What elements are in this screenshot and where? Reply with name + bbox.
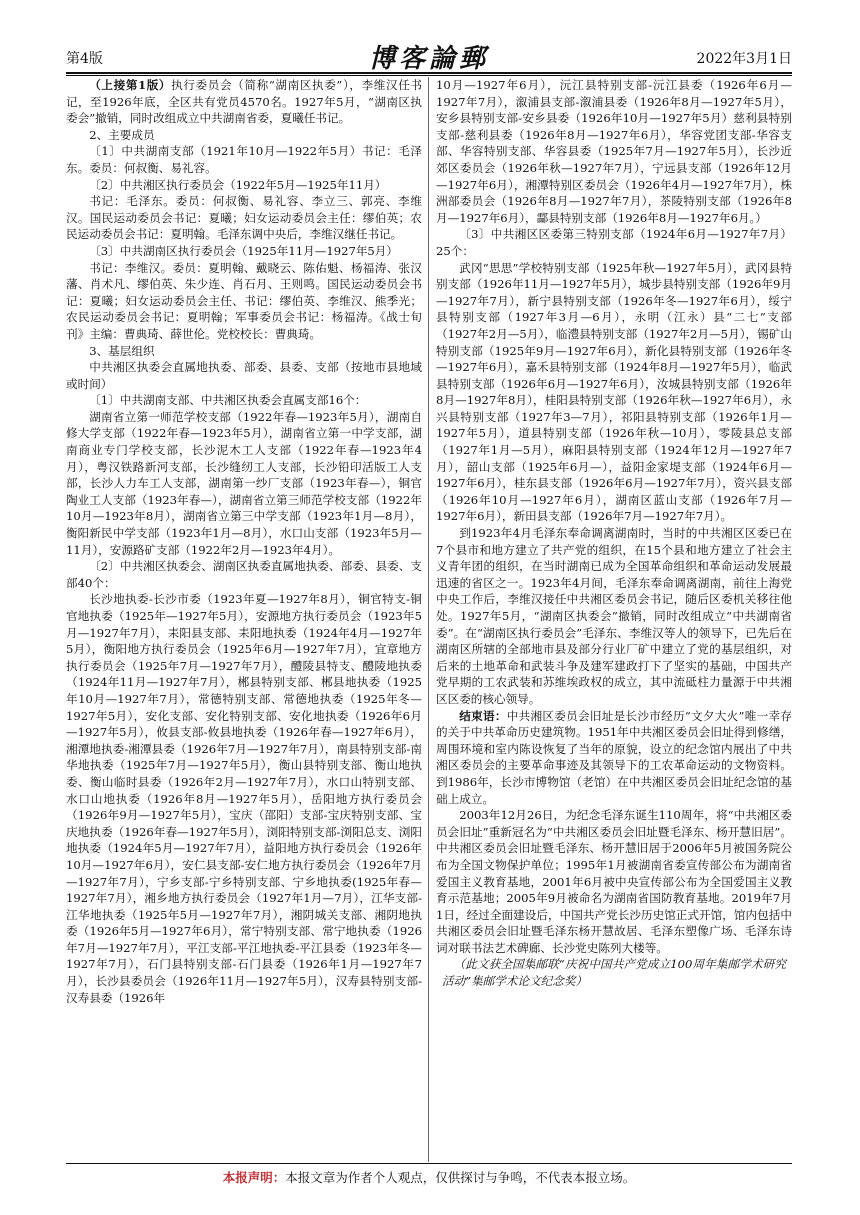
left-paragraph [66,177,422,194]
paragraph-text: 〔2〕中共湘区执行委员会（1922年5月—1925年11月） [89,177,387,192]
paragraph-text: 中共湘区委员会旧址是长沙市经历“文夕大火”唯一幸存的关于中共革命历史建筑物。1951年中共湘区委员会旧址得到修缮，周围环境和室内陈设恢复了当年的原貌，设立的纪念馆内展出了中共湘区委员会的主要革命事迹及其领导下的工农革命运动的文物资料。到1986年，长沙市博物馆（老馆）在中共湘区委员会旧址纪念馆的基础上成立。 [436,708,792,806]
paragraph-text: 书记：李维汉。委员：夏明翰、戴晓云、陈佑魁、杨福涛、张汉藩、肖术凡、缪伯英、朱少连、肖石月、王则鸣。国民运动委员会书记：夏曦；妇女运动委员会主任、书记：缪伯英、李维汉、熊季光；农民运动委员会书记：夏明翰；军事委员会书记：杨福涛。《战士旬刊》主编：曹典琦、薛世伦。党校校长：曹典琦。 [66,260,422,341]
paragraph-text: 到1923年4月毛泽东奉命调离湖南时，当时的中共湘区区委已在7个县市和地方建立了共产党的组织，在15个县和地方建立了社会主义青年团的组织，在当时湖南已成为全国革命组织和革命运动发展最迅速的省区之一。1923年4月间，毛泽东奉命调离湖南，前往上海党中央工作后，李维汉接任中共湘区委员会书记，随后区委机关移往他处。1927年5月，“湖南区执委会”撤销，同时改组成立“中共湖南省委”。在“湖南区执行委员会”毛泽东、李维汉等人的领导下，已先后在湖南区所辖的全部地市县及部分行业厂矿中建立了党的基层组织，对后来的土地革命和武装斗争及建军建政打下了坚实的基础，中国共产党早期的工农武装和苏维埃政权的成立，其中流砥柱力量源于中共湘区区委的核心领导。 [436,526,792,706]
left-paragraph [66,591,422,1006]
paragraph-text: 〔3〕中共湖南区执行委员会（1925年11月—1927年5月） [89,243,398,258]
disclaimer-label: 本报声明： [222,1170,286,1185]
footer-rule [66,1163,792,1164]
paragraph-text: 执行委员会（简称“湖南区执委”），李维汉任书记，至1926年底，全区共有党员4570名。1927年5月，“湖南区执委会”撤销，同时改组成立中共湖南省委，夏曦任书记。 [66,78,422,126]
right-paragraph [436,708,792,808]
paragraph-text: （此文获全国集邮联“庆祝中国共产党成立100周年集邮学术研究活动”集邮学术论文纪念奖） [442,957,786,989]
paragraph-text: 3、基层组织 [89,343,155,358]
disclaimer-text: 本报文章为作者个人观点，仅供探讨与争鸣，不代表本报立场。 [285,1170,636,1185]
paragraph-text: 〔3〕中共湘区区委第三特别支部（1924年6月—1927年7月）25个： [436,227,792,258]
column-divider [428,77,429,1162]
left-paragraph [66,127,422,144]
left-paragraph [66,558,422,591]
paragraph-text: 2003年12月26日，为纪念毛泽东诞生110周年，将“中共湘区委员会旧址”重新冠名为“中共湘区委员会旧址暨毛泽东、杨开慧旧居”。中共湘区委员会旧址暨毛泽东、杨开慧旧居于2006年5月被国务院公布为全国文物保护单位；1995年1月被湖南省委宣传部公布为湖南省爱国主义教育基地，2001年6月被中央宣传部公布为全国爱国主义教育示范基地；2005年9月被命名为湖南省国防教育基地。2019年7月1日，经过全面建设后，中国共产党长沙历史馆正式开馆，馆内包括中共湘区委员会旧址暨毛泽东杨开慧故居、毛泽东塑像广场、毛泽东诗词对联书法艺术碑廊、长沙党史陈列大楼等。 [436,808,792,955]
issue-date: 2022年3月1日 [696,51,792,67]
left-paragraph [66,77,422,127]
right-paragraph [436,956,792,989]
left-column [66,77,422,1162]
left-paragraph [66,243,422,260]
left-paragraph [66,143,422,176]
paragraph-text: 〔1〕中共湖南支部（1921年10月—1922年5月）书记：毛泽东。委员：何叔衡、易礼容。 [66,144,422,175]
paragraph-text: 武冈“思思”学校特别支部（1925年秋—1927年5月），武冈县特别支部（1926年11月—1927年5月），城步县特别支部（1926年9月—1927年7月），新宁县特别支部（1926年冬—1927年6月），绥宁县特别支部（1927年3月—6月），永明（江永）县“二七”支部（1927年2月—5月），临澧县特别支部（1927年2月—5月），锡矿山特别支部（1925年9月—1927年6月），新化县特别支部（1926年冬—1927年6月），嘉禾县特别支部（1924年8月—1927年5月），临武县特别支部（1926年6月—1927年6月），汝城县特别支部（1926年8月—1927年8月），桂阳县特别支部（1926年秋—1927年6月），永兴县特别支部（1927年3—7月），祁阳县特别支部（1926年1月—1927年5月），道县特别支部（1926年秋—10月），零陵县总支部（1927年1月—5月），麻阳县特别支部（1924年12月—1927年7月），韶山支部（1925年6月—），益阳金家堤支部（1924年6月—1927年6月），桂东县支部（1926年6月—1927年7月），资兴县支部（1926年10月—1927年6月），湖南区蓝山支部（1926年7月—1927年6月），新田县支部（1926年7月—1927年7月）。 [436,260,792,524]
masthead-title: 博客論郵 [368,44,489,74]
left-paragraph [66,409,422,558]
page-header [66,38,792,72]
left-paragraph [66,343,422,360]
paragraph-text: 10月—1927年6月），沅江县特别支部-沅江县委（1926年6月—1927年7月），溆浦县支部-溆浦县委（1926年8月—1927年5月），安乡县特别支部-安乡县委（1926年10月—1927年5月）慈利县特别支部-慈利县委（1926年8月—1927年6月），华容党团支部-华容支部、华容特别支部、华容县委（1925年7月—1927年5月），长沙近郊区委员会（1926年秋—1927年7月），宁远县支部（1926年12月—1927年6月），湘潭特别区委员会（1926年4月—1927年7月），株洲部委员会（1926年8月—1927年7月），茶陵特别支部（1926年8月—1927年6月），酃县特别支部（1926年8月—1927年6月。） [436,78,792,225]
paragraph-text: 湖南省立第一师范学校支部（1922年春—1923年5月），湖南自修大学支部（1922年春—1923年5月），湖南省立第一中学支部，湖南商业专门学校支部，长沙泥木工人支部（1922年春—1923年4月），粤汉铁路新河支部，长沙缝纫工人支部，长沙铅印活版工人支部，长沙人力车工人支部，湖南第一纱厂支部（1923年春—），铜官陶业工人支部（1923年春—），湖南省立第三师范学校支部（1922年10月—1923年8月），湖南省立第三中学支部（1923年1月—8月），衡阳新民中学支部（1923年1月—8月），水口山支部（1923年5月—11月），安源路矿支部（1922年2月—1923年4月）。 [66,409,422,557]
paragraph-text: 2、主要成员 [89,127,155,142]
right-column [436,77,792,1162]
paragraph-text: 〔1〕中共湖南支部、中共湘区执委会直属支部16个： [89,393,367,408]
paragraph-text: 长沙地执委-长沙市委（1923年夏—1927年8月），铜官特支-铜官地执委（1925年—1927年5月），安源地方执行委员会（1923年5月—1927年7月），耒阳县支部、耒阳地执委（1924年4月—1927年5月），衡阳地方执行委员会（1925年6月—1927年7月），宜章地方执行委员会（1925年7月—1927年7月），醴陵县特支、醴陵地执委（1924年11月—1927年7月），郴县特别支部、郴县地执委（1925年10月—1927年7月），常德特别支部、常德地执委（1925年冬—1927年5月），安化支部、安化特别支部、安化地执委（1926年6月—1927年5月），攸县支部-攸县地执委（1926年春—1927年6月），湘潭地执委-湘潭县委（1926年7月—1927年7月），南县特别支部-南华地执委（1925年7月—1927年5月），衡山县特别支部、衡山地执委、衡山临时县委（1926年2月—1927年7月），水口山特别支部、水口山地执委（1926年8月—1927年5月），岳阳地方执行委员会（1926年9月—1927年5月），宝庆（邵阳）支部-宝庆特别支部、宝庆地执委（1926年春—1927年5月），浏阳特别支部-浏阳总支、浏阳地执委（1924年5月—1927年7月），益阳地方执行委员会（1926年10月—1927年6月），安仁县支部-安仁地方执行委员会（1926年7月—1927年7月），宁乡支部-宁乡特别支部、宁乡地执委(1925年春—1927年7月），湘乡地方执行委员会（1927年1月—7月），江华支部-江华地执委（1925年5月—1927年7月），湘阴城关支部、湘阴地执委（1926年5月—1927年6月），常宁特别支部、常宁地执委（1926年7月—1927年7月），平江支部-平江地执委-平江县委（1923年冬—1927年7月），石门县特别支部-石门县委（1926年1月—1927年7月），长沙县委员会（1926年11月—1927年5月），汉寿县特别支部-汉寿县委（1926年 [66,592,422,1005]
edition-label: 第4版 [66,51,103,67]
left-paragraph [66,359,422,392]
paragraph-lead: 结束语： [459,708,507,723]
page-footer [66,1168,792,1186]
header-rule-thick [66,72,792,74]
paragraph-text: 书记：毛泽东。委员：何叔衡、易礼容、李立三、郭亮、李维汉。国民运动委员会书记：夏曦；妇女运动委员会主任：缪伯英；农民运动委员会书记：夏明翰。毛泽东调中央后，李维汉继任书记。 [66,194,422,242]
paragraph-text: 中共湘区执委会直属地执委、部委、县委、支部（按地市县地域或时间） [66,360,422,391]
right-paragraph [436,77,792,226]
paragraph-lead: （上接第1版） [89,78,172,92]
left-paragraph [66,392,422,409]
paragraph-text: 〔2〕中共湘区执委会、湖南区执委直属地执委、部委、县委、支部40个： [66,559,422,590]
article-body [66,77,792,1162]
left-paragraph [66,193,422,243]
right-paragraph [436,525,792,708]
header-rule-thin [66,75,792,76]
right-paragraph [436,226,792,259]
right-paragraph [436,807,792,956]
left-paragraph [66,260,422,343]
right-paragraph [436,260,792,526]
